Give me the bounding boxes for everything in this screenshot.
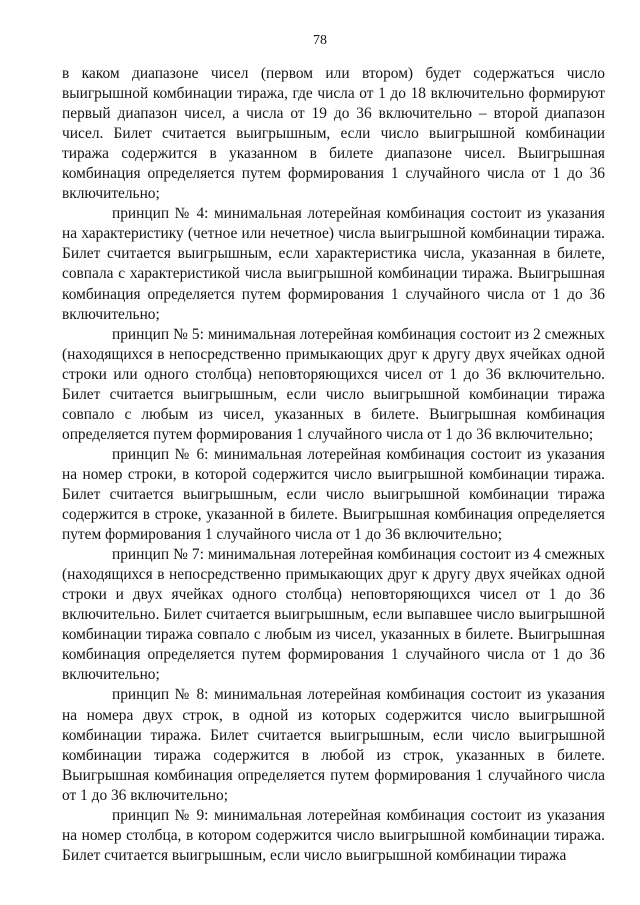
paragraph-principle-9: принцип № 9: минимальная лотерейная комбинация состоит из указания на номер столбца, в котором содержится число выигрышной комбинации тиража. Билет считается выигрышным, если число выигрышной комбинации тиража (62, 806, 605, 864)
paragraph-principle-8: принцип № 8: минимальная лотерейная комбинация состоит из указания на номера двух строк, в одной из которых содержится число выигрышной комбинации тиража. Билет считается выигрышным, если число выигрышной комбинации тиража содержится в любой из строк, указанных в билете. Выигрышная комбинация определяется путем формирования 1 случайного числа от 1 до 36 включительно; (62, 686, 605, 804)
paragraph-principle-4: принцип № 4: минимальная лотерейная комбинация состоит из указания на характеристику (четное или нечетное) числа выигрышной комбинации тиража. Билет считается выигрышным, если характеристика числа, указанная в билете, совпала с характеристикой числа выигрышной комбинации тиража. Выигрышная комбинация определяется путем формирования 1 случайного числа от 1 до 36 включительно; (62, 205, 605, 323)
paragraph-continuation: в каком диапазоне чисел (первом или втором) будет содержаться число выигрышной комбинации тиража, где числа от 1 до 18 включительно формируют первый диапазон чисел, а числа от 19 до 36 включительно – второй диапазон чисел. Билет считается выигрышным, если число выигрышной комбинации тиража содержится в указанном в билете диапазоне чисел. Выигрышная комбинация определяется путем формирования 1 случайного числа от 1 до 36 включительно; (62, 65, 605, 203)
paragraph-principle-7: принцип № 7: минимальная лотерейная комбинация состоит из 4 смежных (находящихся в непосредственно примыкающих друг к другу двух ячейках одной строки и двух ячейках одного столбца) неповторяющихся чисел от 1 до 36 включительно. Билет считается выигрышным, если выпавшее число выигрышной комбинации тиража совпало с любым из чисел, указанных в билете. Выигрышная комбинация определяется путем формирования 1 случайного числа от 1 до 36 включительно; (62, 546, 605, 684)
paragraph-principle-6: принцип № 6: минимальная лотерейная комбинация состоит из указания на номер строки, в которой содержится число выигрышной комбинации тиража. Билет считается выигрышным, если число выигрышной комбинации тиража содержится в строке, указанной в билете. Выигрышная комбинация определяется путем формирования 1 случайного числа от 1 до 36 включительно; (62, 445, 605, 544)
page-number: 78 (313, 33, 327, 48)
document-body (62, 64, 605, 866)
paragraph-principle-5: принцип № 5: минимальная лотерейная комбинация состоит из 2 смежных (находящихся в непосредственно примыкающих друг к другу двух ячейках одной строки или одного столбца) неповторяющихся чисел от 1 до 36 включительно. Билет считается выигрышным, если число выигрышной комбинации тиража совпало с любым из чисел, указанных в билете. Выигрышная комбинация определяется путем формирования 1 случайного числа от 1 до 36 включительно; (62, 325, 605, 443)
